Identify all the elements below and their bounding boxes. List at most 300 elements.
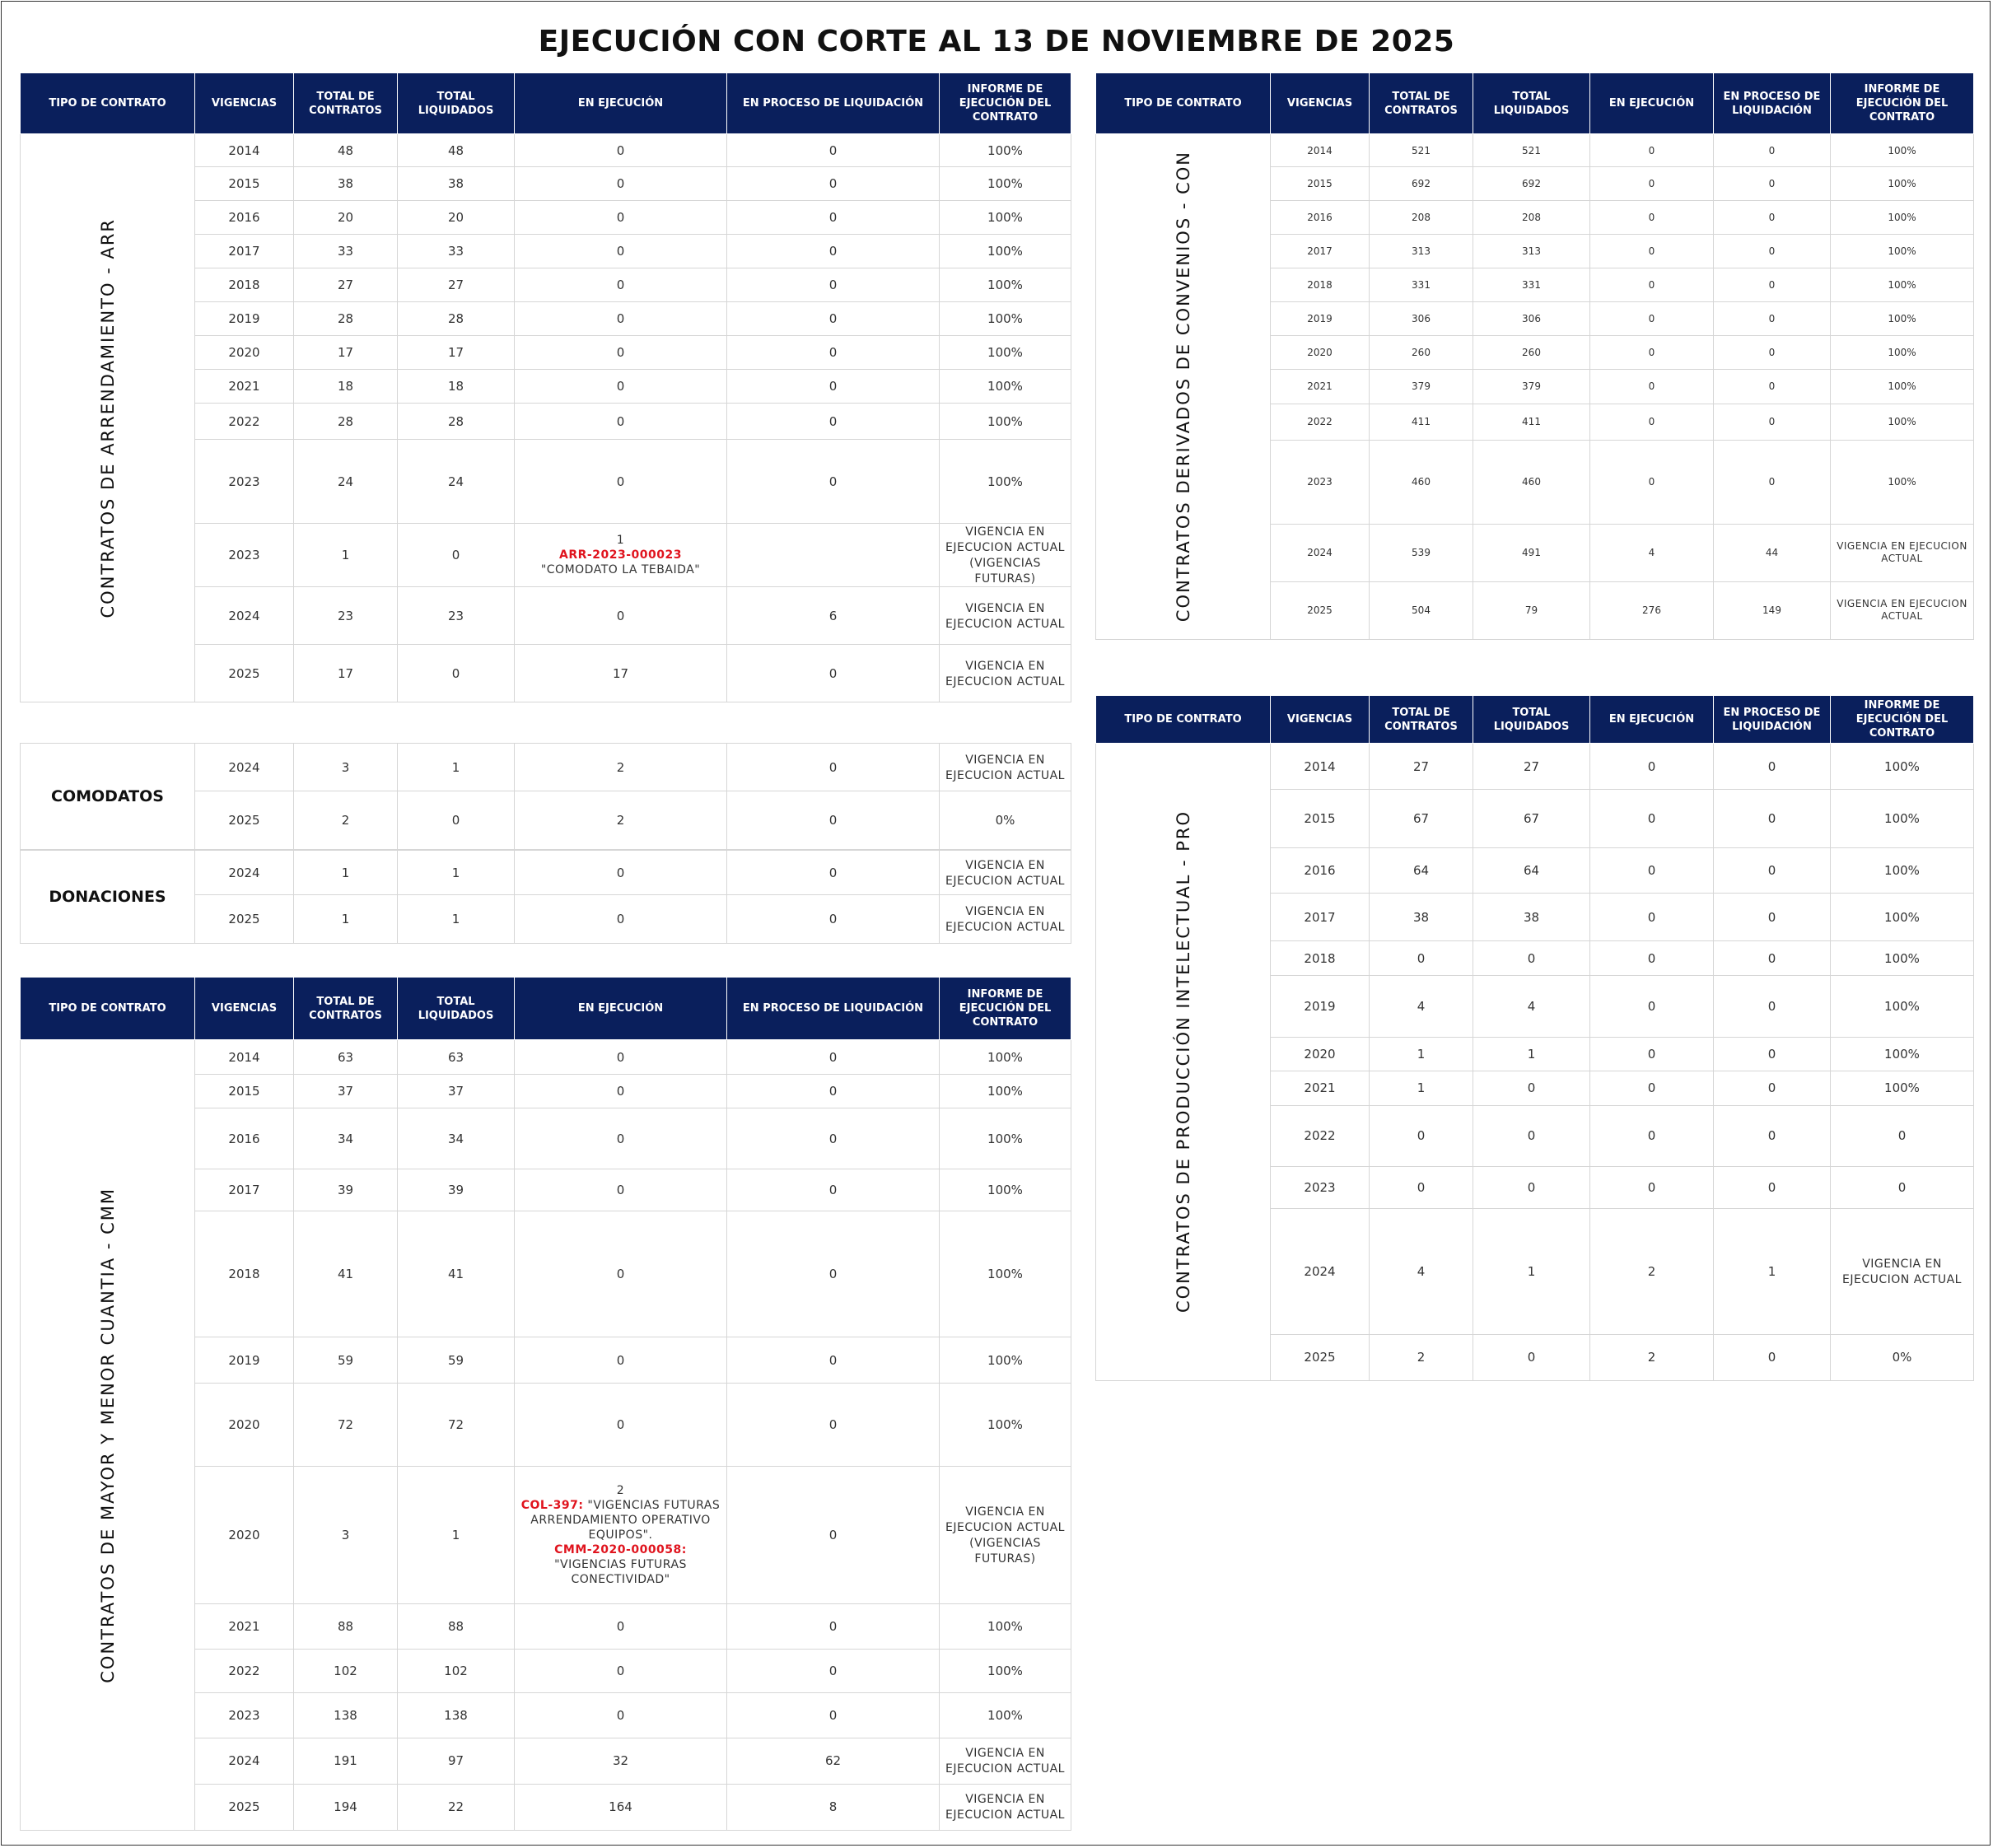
en-ejecucion-cell: 2: [515, 744, 727, 791]
contract-reference: [516, 548, 725, 562]
column-header: EN PROCESO DE LIQUIDACIÓN: [727, 978, 940, 1040]
en-ejecucion-cell: [515, 1467, 727, 1603]
informe-ejecucion-value: 100%: [1888, 347, 1916, 359]
contract-type-label: CONTRATOS DE ARRENDAMIENTO - ARR: [97, 217, 118, 618]
header-row: [21, 73, 1071, 134]
table-comodatos-donaciones: [20, 743, 1071, 944]
total-liquidados-cell: 22: [398, 1784, 515, 1830]
total-contratos-cell: 0: [1370, 941, 1473, 976]
contract-code: COL-397:: [520, 1499, 584, 1513]
total-contratos-cell: 38: [294, 167, 398, 201]
en-proceso-liquidacion-cell: 0: [1714, 744, 1831, 790]
en-ejecucion-cell: 0: [515, 1211, 727, 1337]
total-liquidados-cell: 28: [398, 404, 515, 440]
total-liquidados-cell: 102: [398, 1649, 515, 1692]
vigencia-cell: 2020: [195, 1384, 294, 1467]
informe-ejecucion-cell: [940, 851, 1071, 895]
en-proceso-liquidacion-cell: 0: [1714, 790, 1831, 848]
en-proceso-liquidacion-cell: 0: [727, 1649, 940, 1692]
en-ejecucion-cell: 0: [1590, 235, 1714, 268]
total-liquidados-cell: 27: [1473, 744, 1590, 790]
informe-ejecucion-value: 100%: [987, 1707, 1023, 1723]
total-liquidados-cell: 59: [398, 1337, 515, 1384]
column-header: EN EJECUCIÓN: [1590, 696, 1714, 744]
total-contratos-cell: 260: [1370, 336, 1473, 370]
en-ejecucion-cell: 164: [515, 1784, 727, 1830]
total-liquidados-cell: 0: [398, 524, 515, 587]
informe-ejecucion-cell: [940, 587, 1071, 645]
informe-ejecucion-cell: [940, 1738, 1071, 1784]
informe-ejecucion-value: 100%: [1888, 178, 1916, 190]
informe-ejecucion-value: 100%: [1884, 758, 1920, 774]
en-proceso-liquidacion-cell: 0: [727, 744, 940, 791]
informe-ejecucion-value: 100%: [1884, 1080, 1920, 1096]
vigencia-cell: 2022: [195, 1649, 294, 1692]
total-liquidados-cell: 97: [398, 1738, 515, 1784]
total-liquidados-cell: 37: [398, 1075, 515, 1108]
total-liquidados-cell: 0: [1473, 1105, 1590, 1166]
total-liquidados-cell: 48: [398, 134, 515, 167]
total-liquidados-cell: 79: [1473, 581, 1590, 639]
column-header: EN PROCESO DE LIQUIDACIÓN: [1714, 696, 1831, 744]
informe-ejecucion-value: 100%: [987, 244, 1023, 259]
total-contratos-cell: 306: [1370, 302, 1473, 336]
informe-ejecucion-cell: [940, 744, 1071, 791]
total-liquidados-cell: 33: [398, 235, 515, 268]
en-ejecucion-cell: 0: [1590, 744, 1714, 790]
column-header: VIGENCIAS: [195, 73, 294, 134]
informe-ejecucion-value: 100%: [987, 1352, 1023, 1368]
total-liquidados-cell: 313: [1473, 235, 1590, 268]
con-table: [1095, 72, 1974, 640]
en-proceso-liquidacion-cell: 0: [727, 370, 940, 404]
vigencia-cell: 2025: [1271, 581, 1370, 639]
vigencia-cell: 2018: [1271, 268, 1370, 302]
total-contratos-cell: 460: [1370, 440, 1473, 524]
en-ejecucion-cell: 2: [515, 791, 727, 850]
contract-type-cell: [21, 1040, 195, 1831]
vigencia-cell: 2023: [1271, 1166, 1370, 1208]
total-liquidados-cell: 379: [1473, 370, 1590, 404]
en-proceso-liquidacion-cell: 0: [727, 440, 940, 524]
informe-ejecucion-cell: [940, 370, 1071, 404]
informe-ejecucion-value: 100%: [987, 278, 1023, 292]
en-proceso-liquidacion-cell: 0: [727, 235, 940, 268]
en-ejecucion-cell: 0: [515, 587, 727, 645]
en-ejecucion-cell: 4: [1590, 524, 1714, 581]
vigencia-cell: 2015: [195, 1075, 294, 1108]
contract-type-wrap: [22, 1040, 193, 1830]
en-proceso-liquidacion-cell: 0: [727, 851, 940, 895]
total-liquidados-cell: 38: [1473, 894, 1590, 941]
en-ejecucion-cell: 0: [515, 1649, 727, 1692]
en-ejecucion-cell: 0: [1590, 134, 1714, 167]
en-ejecucion-cell: 0: [515, 1337, 727, 1384]
total-contratos-cell: 2: [294, 791, 398, 850]
vigencia-cell: 2024: [195, 851, 294, 895]
informe-ejecucion-cell: [940, 1784, 1071, 1830]
informe-ejecucion-cell: [1831, 1208, 1974, 1334]
informe-ejecucion-value: 100%: [1888, 144, 1916, 156]
total-contratos-cell: 23: [294, 587, 398, 645]
informe-ejecucion-value: 100%: [1888, 279, 1916, 292]
informe-ejecucion-value: 100%: [987, 1131, 1023, 1146]
en-proceso-liquidacion-cell: 0: [727, 1040, 940, 1075]
en-ejecucion-cell: 0: [1590, 268, 1714, 302]
en-ejecucion-cell: 0: [515, 370, 727, 404]
total-contratos-cell: 28: [294, 302, 398, 336]
informe-ejecucion-cell: [940, 1169, 1071, 1211]
en-ejecucion-cell: 0: [1590, 201, 1714, 235]
total-contratos-cell: 4: [1370, 1208, 1473, 1334]
vigencia-cell: 2025: [195, 1784, 294, 1830]
informe-ejecucion-cell: [940, 440, 1071, 524]
total-liquidados-cell: 23: [398, 587, 515, 645]
vigencia-cell: 2020: [195, 1467, 294, 1603]
total-liquidados-cell: 18: [398, 370, 515, 404]
informe-ejecucion-value: VIGENCIA EN EJECUCION ACTUAL: [945, 858, 1065, 888]
column-header: TOTAL DE CONTRATOS: [1370, 696, 1473, 744]
en-proceso-liquidacion-cell: 0: [727, 404, 940, 440]
total-contratos-cell: 191: [294, 1738, 398, 1784]
en-ejecucion-cell: 0: [1590, 894, 1714, 941]
total-contratos-cell: 3: [294, 1467, 398, 1603]
total-liquidados-cell: 4: [1473, 976, 1590, 1038]
informe-ejecucion-cell: [940, 1692, 1071, 1738]
column-header: TOTAL DE CONTRATOS: [1370, 73, 1473, 134]
vigencia-cell: 2016: [195, 201, 294, 235]
informe-ejecucion-cell: [940, 1384, 1071, 1467]
total-contratos-cell: 24: [294, 440, 398, 524]
informe-ejecucion-cell: [940, 1211, 1071, 1337]
en-proceso-liquidacion-cell: 44: [1714, 524, 1831, 581]
en-proceso-liquidacion-cell: 0: [727, 201, 940, 235]
vigencia-cell: 2016: [195, 1108, 294, 1169]
informe-ejecucion-value: VIGENCIA EN EJECUCION ACTUAL: [945, 1747, 1065, 1776]
contract-type-cell: [1096, 134, 1271, 640]
en-proceso-liquidacion-cell: 0: [1714, 1105, 1831, 1166]
informe-ejecucion-value: 100%: [987, 142, 1023, 158]
en-proceso-liquidacion-cell: [727, 524, 940, 587]
informe-ejecucion-cell: [1831, 1166, 1974, 1208]
table-row: [21, 1040, 1071, 1075]
total-liquidados-cell: 0: [1473, 1166, 1590, 1208]
informe-ejecucion-cell: [1831, 581, 1974, 639]
vigencia-cell: 2020: [1271, 1038, 1370, 1071]
informe-ejecucion-value: VIGENCIA EN EJECUCION ACTUAL: [945, 601, 1065, 631]
vigencia-cell: 2024: [1271, 1208, 1370, 1334]
vigencia-cell: 2024: [1271, 524, 1370, 581]
total-liquidados-cell: 306: [1473, 302, 1590, 336]
contract-note: "COMODATO LA TEBAIDA": [540, 563, 701, 576]
en-proceso-liquidacion-cell: 6: [727, 587, 940, 645]
total-liquidados-cell: 331: [1473, 268, 1590, 302]
informe-ejecucion-cell: [1831, 744, 1974, 790]
total-contratos-cell: 3: [294, 744, 398, 791]
total-liquidados-cell: 491: [1473, 524, 1590, 581]
total-liquidados-cell: 1: [398, 895, 515, 944]
en-ejecucion-cell: 0: [515, 1075, 727, 1108]
vigencia-cell: 2017: [1271, 894, 1370, 941]
en-ejecucion-cell: 0: [1590, 370, 1714, 404]
total-contratos-cell: 33: [294, 235, 398, 268]
contract-code: ARR-2023-000023: [559, 548, 682, 562]
total-contratos-cell: 313: [1370, 235, 1473, 268]
total-liquidados-cell: 28: [398, 302, 515, 336]
total-liquidados-cell: 0: [398, 791, 515, 850]
column-header: TIPO DE CONTRATO: [21, 73, 195, 134]
column-header: EN PROCESO DE LIQUIDACIÓN: [727, 73, 940, 134]
vigencia-cell: 2014: [195, 1040, 294, 1075]
total-liquidados-cell: 20: [398, 201, 515, 235]
total-liquidados-cell: 41: [398, 1211, 515, 1337]
contract-type-cell: [1096, 744, 1271, 1381]
informe-ejecucion-value: 100%: [1884, 999, 1920, 1015]
arr-table: [20, 72, 1071, 702]
contract-type-wrap: [1098, 744, 1268, 1380]
vigencia-cell: 2021: [1271, 370, 1370, 404]
informe-ejecucion-cell: [1831, 134, 1974, 167]
en-proceso-liquidacion-cell: 0: [1714, 404, 1831, 440]
en-proceso-liquidacion-cell: 149: [1714, 581, 1831, 639]
en-ejecucion-cell: 0: [515, 134, 727, 167]
en-ejecucion-cell: 0: [1590, 167, 1714, 201]
en-ejecucion-cell: 0: [515, 1040, 727, 1075]
vigencia-cell: 2024: [195, 744, 294, 791]
total-contratos-cell: 34: [294, 1108, 398, 1169]
informe-ejecucion-value: 100%: [1888, 416, 1916, 428]
informe-ejecucion-cell: [1831, 201, 1974, 235]
informe-ejecucion-value: 100%: [987, 474, 1023, 489]
vigencia-cell: 2017: [195, 235, 294, 268]
column-header: TOTAL DE CONTRATOS: [294, 978, 398, 1040]
total-liquidados-cell: 1: [398, 1467, 515, 1603]
vigencia-cell: 2024: [195, 1738, 294, 1784]
total-contratos-cell: 28: [294, 404, 398, 440]
column-header: INFORME DE EJECUCIÓN DEL CONTRATO: [1831, 73, 1974, 134]
en-ejecucion-cell: 0: [515, 1169, 727, 1211]
total-liquidados-cell: 17: [398, 336, 515, 370]
header-row: [1096, 73, 1974, 134]
informe-ejecucion-value: VIGENCIA EN EJECUCION ACTUAL: [945, 1793, 1065, 1822]
vigencia-cell: 2014: [1271, 134, 1370, 167]
contract-reference: [516, 1542, 725, 1587]
total-liquidados-cell: 411: [1473, 404, 1590, 440]
en-proceso-liquidacion-cell: 0: [727, 336, 940, 370]
en-proceso-liquidacion-cell: 0: [727, 1169, 940, 1211]
table-arrendamiento: [20, 72, 1071, 702]
en-ejecucion-count: 2: [616, 1484, 625, 1498]
vigencia-cell: 2015: [195, 167, 294, 201]
en-ejecucion-cell: 0: [1590, 1071, 1714, 1105]
total-contratos-cell: 521: [1370, 134, 1473, 167]
total-liquidados-cell: 72: [398, 1384, 515, 1467]
total-liquidados-cell: 208: [1473, 201, 1590, 235]
vigencia-cell: 2024: [195, 587, 294, 645]
en-ejecucion-cell: 0: [515, 336, 727, 370]
vigencia-cell: 2019: [1271, 976, 1370, 1038]
column-header: TOTAL LIQUIDADOS: [398, 73, 515, 134]
informe-ejecucion-cell: [940, 1467, 1071, 1603]
informe-ejecucion-value: 100%: [987, 413, 1023, 429]
en-ejecucion-detail: [516, 533, 725, 577]
en-ejecucion-detail: [516, 1483, 725, 1587]
column-header: EN EJECUCIÓN: [515, 978, 727, 1040]
table-row: [21, 744, 1071, 791]
informe-ejecucion-value: 100%: [1884, 909, 1920, 925]
en-proceso-liquidacion-cell: 0: [1714, 201, 1831, 235]
informe-ejecucion-cell: [940, 302, 1071, 336]
informe-ejecucion-cell: [1831, 1334, 1974, 1380]
en-proceso-liquidacion-cell: 0: [727, 268, 940, 302]
column-header: EN EJECUCIÓN: [515, 73, 727, 134]
vigencia-cell: 2023: [195, 1692, 294, 1738]
en-ejecucion-cell: 0: [515, 1108, 727, 1169]
en-proceso-liquidacion-cell: 0: [1714, 370, 1831, 404]
vigencia-cell: 2021: [195, 1603, 294, 1649]
total-liquidados-cell: 260: [1473, 336, 1590, 370]
informe-ejecucion-cell: [1831, 976, 1974, 1038]
vigencia-cell: 2025: [195, 895, 294, 944]
total-contratos-cell: 1: [1370, 1038, 1473, 1071]
en-proceso-liquidacion-cell: 0: [727, 895, 940, 944]
total-contratos-cell: 27: [1370, 744, 1473, 790]
en-ejecucion-cell: 0: [1590, 1038, 1714, 1071]
informe-ejecucion-cell: [1831, 440, 1974, 524]
informe-ejecucion-cell: [1831, 167, 1974, 201]
vigencia-cell: 2023: [195, 440, 294, 524]
total-liquidados-cell: 1: [398, 744, 515, 791]
table-mayor-menor-cuantia: [20, 977, 1071, 1831]
en-proceso-liquidacion-cell: 0: [727, 645, 940, 702]
total-contratos-cell: 0: [1370, 1166, 1473, 1208]
column-header: INFORME DE EJECUCIÓN DEL CONTRATO: [940, 73, 1071, 134]
vigencia-cell: 2022: [1271, 404, 1370, 440]
en-ejecucion-cell: 0: [1590, 848, 1714, 894]
total-contratos-cell: 0: [1370, 1105, 1473, 1166]
en-proceso-liquidacion-cell: 0: [1714, 941, 1831, 976]
informe-ejecucion-cell: [1831, 336, 1974, 370]
en-proceso-liquidacion-cell: 0: [1714, 235, 1831, 268]
vigencia-cell: 2018: [195, 1211, 294, 1337]
informe-ejecucion-cell: [1831, 370, 1974, 404]
total-contratos-cell: 20: [294, 201, 398, 235]
en-ejecucion-cell: 0: [515, 851, 727, 895]
vigencia-cell: 2022: [195, 404, 294, 440]
en-proceso-liquidacion-cell: 0: [1714, 336, 1831, 370]
informe-ejecucion-value: VIGENCIA EN EJECUCION ACTUAL: [1837, 540, 1967, 565]
total-liquidados-cell: 67: [1473, 790, 1590, 848]
contract-note: "VIGENCIAS FUTURAS CONECTIVIDAD": [554, 1558, 687, 1587]
total-liquidados-cell: 64: [1473, 848, 1590, 894]
total-contratos-cell: 63: [294, 1040, 398, 1075]
informe-ejecucion-cell: [940, 895, 1071, 944]
informe-ejecucion-value: 100%: [987, 1049, 1023, 1065]
informe-ejecucion-cell: [940, 1108, 1071, 1169]
informe-ejecucion-value: 100%: [1884, 811, 1920, 827]
en-proceso-liquidacion-cell: 0: [1714, 1038, 1831, 1071]
total-contratos-cell: 48: [294, 134, 398, 167]
contract-note: "VIGENCIAS FUTURAS ARRENDAMIENTO OPERATIVO EQUIPOS".: [530, 1499, 721, 1542]
total-contratos-cell: 692: [1370, 167, 1473, 201]
vigencia-cell: 2025: [195, 791, 294, 850]
total-liquidados-cell: 34: [398, 1108, 515, 1169]
en-ejecucion-count: 1: [616, 534, 625, 547]
en-proceso-liquidacion-cell: 0: [727, 302, 940, 336]
total-liquidados-cell: 1: [1473, 1208, 1590, 1334]
en-ejecucion-cell: 0: [515, 1692, 727, 1738]
en-ejecucion-cell: 0: [1590, 941, 1714, 976]
table-row: [21, 851, 1071, 895]
total-contratos-cell: 67: [1370, 790, 1473, 848]
en-ejecucion-cell: 0: [515, 268, 727, 302]
en-ejecucion-cell: 0: [515, 302, 727, 336]
total-contratos-cell: 102: [294, 1649, 398, 1692]
en-proceso-liquidacion-cell: 0: [727, 167, 940, 201]
en-proceso-liquidacion-cell: 0: [1714, 167, 1831, 201]
vigencia-cell: 2021: [1271, 1071, 1370, 1105]
total-contratos-cell: 379: [1370, 370, 1473, 404]
total-contratos-cell: 38: [1370, 894, 1473, 941]
informe-ejecucion-cell: [1831, 404, 1974, 440]
informe-ejecucion-cell: [940, 1337, 1071, 1384]
informe-ejecucion-value: VIGENCIA EN EJECUCION ACTUAL (VIGENCIAS FUTURAS): [945, 525, 1065, 586]
informe-ejecucion-cell: [940, 201, 1071, 235]
total-contratos-cell: 17: [294, 645, 398, 702]
en-ejecucion-cell: 0: [515, 1603, 727, 1649]
en-ejecucion-cell: 0: [1590, 336, 1714, 370]
en-proceso-liquidacion-cell: 0: [727, 1108, 940, 1169]
total-liquidados-cell: 1: [398, 851, 515, 895]
informe-ejecucion-cell: [1831, 235, 1974, 268]
total-liquidados-cell: 0: [1473, 1334, 1590, 1380]
vigencia-cell: 2016: [1271, 848, 1370, 894]
column-header: EN EJECUCIÓN: [1590, 73, 1714, 134]
contract-code: CMM-2020-000058:: [554, 1543, 687, 1557]
column-header: TIPO DE CONTRATO: [1096, 73, 1271, 134]
total-liquidados-cell: 0: [1473, 1071, 1590, 1105]
com-table: [20, 743, 1071, 850]
vigencia-cell: 2023: [1271, 440, 1370, 524]
en-ejecucion-cell: [515, 524, 727, 587]
vigencia-cell: 2020: [1271, 336, 1370, 370]
informe-ejecucion-value: 100%: [1888, 313, 1916, 325]
contract-type-label: CONTRATOS DERIVADOS DE CONVENIOS - CON: [1173, 151, 1193, 623]
en-ejecucion-cell: 276: [1590, 581, 1714, 639]
table-row: [21, 134, 1071, 167]
total-liquidados-cell: 0: [1473, 941, 1590, 976]
en-ejecucion-cell: 0: [515, 167, 727, 201]
total-contratos-cell: 411: [1370, 404, 1473, 440]
en-proceso-liquidacion-cell: 0: [1714, 848, 1831, 894]
informe-ejecucion-value: 100%: [987, 1183, 1023, 1198]
total-contratos-cell: 59: [294, 1337, 398, 1384]
header-row: [1096, 696, 1974, 744]
table-row: [1096, 134, 1974, 167]
en-ejecucion-cell: 0: [515, 440, 727, 524]
contract-type-cell: [21, 851, 195, 944]
column-header: TOTAL LIQUIDADOS: [398, 978, 515, 1040]
table-row: [1096, 744, 1974, 790]
informe-ejecucion-value: 100%: [1888, 212, 1916, 224]
total-liquidados-cell: 27: [398, 268, 515, 302]
en-ejecucion-cell: 2: [1590, 1334, 1714, 1380]
informe-ejecucion-cell: [1831, 894, 1974, 941]
vigencia-cell: 2017: [195, 1169, 294, 1211]
informe-ejecucion-cell: [940, 167, 1071, 201]
informe-ejecucion-value: 100%: [1888, 476, 1916, 488]
total-contratos-cell: 41: [294, 1211, 398, 1337]
